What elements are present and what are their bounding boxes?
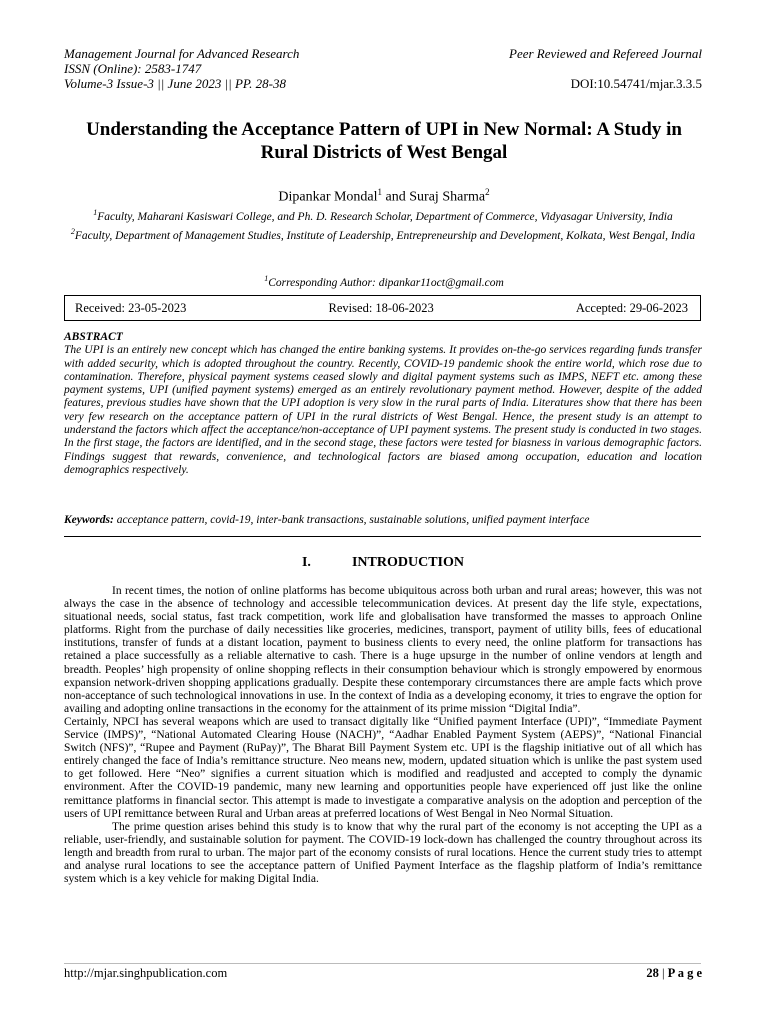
author-name: Dipankar Mondal	[278, 189, 378, 205]
page-number	[646, 966, 702, 981]
paragraph: Certainly, NPCI has several weapons which are used to transact digitally like “Unified payment Interface (UPI)”, “Immediate Payment Service (IMPS)”, “National Automated Clearing House (NACH)”, “Aadhar Enabled Payment System (AEPS)”, “National Financial Switch (NFS)”, “Rupee and Payment (RuPay)”, The Bharat Bill Payment System etc. UPI is the flagship initiative out of all which has entirely changed the face of India’s remittance structure. Neo means new, modern, updated situation which is unlike the past system used to get followed. Here “Neo” signifies a current situation which is modified and readjusted and accepted to comply the dynamic environment. After the COVID-19 pandemic, many new learning and opportunities people have experienced off just like the online remittance platforms in financial sector. This attempt is made to investigate a comparative analysis on the adoption and perception of the users of UPI remittance between Rural and Urban areas at preferred locations of West Bengal in Neo Normal Situation.	[64, 715, 702, 820]
page-sep: |	[658, 966, 668, 980]
body-text	[64, 585, 702, 886]
affiliation-text: Faculty, Maharani Kasiswari College, and Ph. D. Research Scholar, Department of Commerce, Vidyasagar University, India	[97, 210, 673, 223]
peer-review-label: Peer Reviewed and Refereed Journal	[509, 46, 702, 61]
author-superscript: 1	[377, 187, 383, 197]
paragraph: In recent times, the notion of online platforms has become ubiquitous across both urban and rural areas; however, this was not always the case in the absence of technology and accessible telecommunication devices. At present day the life style, expectations, situational needs, social status, fast track competition, work life and globalisation have transformed the masses to approach Online platforms. Right from the purchase of daily necessities like groceries, medicines, transport, payment of utility bills, fees of educational institutions, transfer of funds at a distant location, payment to business clients to every need, the online platform for transactions has retained a place successfully as a reliable alternative to cash. There is a huge upsurge in the number of online vendors at length and breadth. Peoples’ high propensity of online shopping reflects in their consumption behaviour which is strongly empowered by enormous expansion network-driven shopping applications gradually. Despite these contemporary circumstances there are ample facts which prove non-acceptance of such technological innovations in use. In the context of India as a developing economy, it tries to engrave the option for availing and adopting online transactions in the economy for the attainment of its prime mission “Digital India”.	[64, 585, 702, 715]
received-date: Received: 23-05-2023	[75, 300, 187, 315]
abstract-text: The UPI is an entirely new concept which has changed the entire banking systems. It provides on-the-go services regarding funds transfer with added security, which is adopted throughout the country. Recently, COVID-19 pandemic shook the entire world, which rose due to contamination. Therefore, physical payment systems ceased slowly and digital payment systems such as IMPS, NEFT etc. among these payment systems, UPI (unified payment systems) emerged as an entirely revolutionary payment method. However, despite of the added features, previous studies have shown that the UPI adoption is very slow in the rural parts of India. Literatures show that there has been very few research on the acceptance pattern of UPI in the rural districts of West Bengal. Hence, the present study is an attempt to understand the factors which affect the acceptance/non-acceptance of UPI payment systems. The present study is conducted in two stages. In the first stage, the factors are identified, and in the second stage, these factors were tested for biasness in various demographic factors. Findings suggest that rewards, convenience, and technological factors are biased among occupation, education and location demographics respectively.	[64, 344, 702, 476]
affiliation-text: Faculty, Department of Management Studies, Institute of Leadership, Entrepreneurship and Development, Kolkata, West Bengal, India	[74, 230, 696, 243]
page-footer	[64, 966, 702, 981]
paper-title: Understanding the Acceptance Pattern of UPI in New Normal: A Study in Rural Districts of West Bengal	[86, 119, 682, 163]
author-superscript: 2	[485, 187, 490, 197]
corresponding-author	[60, 274, 708, 289]
affiliation	[64, 225, 702, 243]
paragraph: The prime question arises behind this study is to know that why the rural part of the economy is not accepting the UPI as a reliable, user-friendly, and sustainable solution for payment. The COVID-19 lock-down has challenged the country throughout across its length and breadth from rural to urban. The major part of the economy consists of rural locations. Hence the current study tries to attempt and analyse rural locations to see the acceptance pattern of Unified Payment Interface as the flagship platform of India’s remittance system which is a key vehicle for making Digital India.	[64, 820, 702, 886]
affiliation-marker: 1	[93, 208, 98, 217]
footer-url[interactable]: http://mjar.singhpublication.com	[64, 966, 228, 980]
running-header	[64, 46, 702, 91]
author-name: Suraj Sharma	[409, 189, 486, 205]
section-divider	[64, 536, 701, 537]
accepted-date: Accepted: 29-06-2023	[575, 300, 688, 315]
affiliation-marker: 2	[70, 227, 75, 237]
revised-date: Revised: 18-06-2023	[328, 300, 434, 315]
volume-issue: Volume-3 Issue-3 || June 2023 || PP. 28-38	[64, 76, 287, 91]
corresponding-marker: 1	[264, 274, 269, 283]
keywords-text: acceptance pattern, covid-19, inter-bank transactions, sustainable solutions, unified payment interface	[113, 514, 590, 526]
affiliation	[64, 206, 702, 224]
keywords	[64, 514, 702, 526]
doi-link[interactable]: DOI:10.54741/mjar.3.3.5	[570, 76, 702, 91]
author-conjunction: and	[382, 189, 410, 205]
keywords-label: Keywords:	[64, 514, 114, 526]
abstract-heading: ABSTRACT	[64, 331, 123, 343]
issn: ISSN (Online): 2583-1747	[64, 61, 202, 76]
abstract	[64, 331, 702, 477]
page-word: P a g e	[667, 966, 702, 980]
page-num: 28	[646, 966, 659, 980]
journal-name: Management Journal for Advanced Research	[64, 46, 300, 61]
section-heading	[64, 555, 702, 571]
submission-dates-box	[64, 295, 701, 321]
section-title: INTRODUCTION	[351, 555, 464, 570]
section-number: I.	[301, 555, 311, 570]
footer-divider	[64, 963, 701, 964]
author-line	[60, 187, 708, 206]
affiliations	[64, 206, 702, 245]
corresponding-text: Corresponding Author: dipankar11oct@gmail.com	[268, 276, 504, 289]
